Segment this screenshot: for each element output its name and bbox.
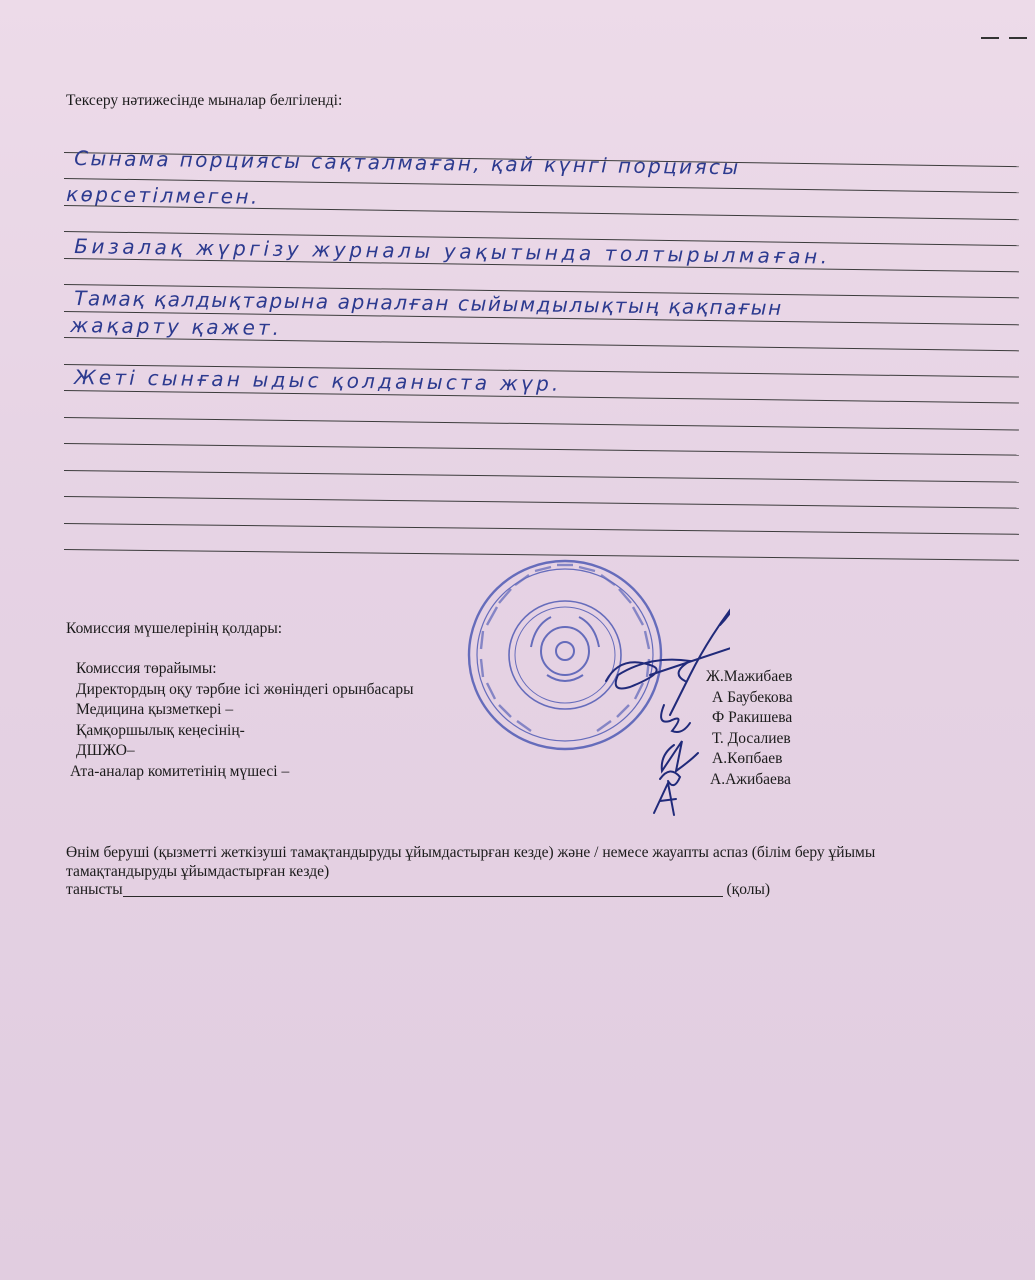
name-3: Ф Ракишева [712, 709, 793, 726]
signatures-title: Комиссия мүшелерінің қолдары: [66, 620, 283, 637]
acquainted-label: танысты [66, 881, 123, 898]
role-medical-worker: Медицина қызметкері – [76, 701, 234, 718]
findings-heading: Тексеру нәтижесінде мыналар белгіленді: [66, 92, 343, 109]
role-dshzho: ДШЖО– [76, 742, 135, 759]
role-trustee-council: Қамқоршылық кеңесінің- [76, 721, 245, 739]
finding-line-1: Сынама порциясы сақталмаған, қай күнгі порциясы [74, 146, 741, 180]
handwritten-signatures [590, 595, 730, 825]
finding-line-3: Бизалақ жүргізу журналы уақытында толтырылмаған. [74, 234, 831, 269]
name-5: А.Көпбаев [712, 750, 783, 767]
finding-line-6: Жеті сынған ыдыс қолданыста жүр. [74, 365, 562, 396]
signature-label: (қолы) [726, 881, 771, 898]
acquainted-line [66, 881, 986, 900]
finding-line-5: жақарту қажет. [70, 313, 283, 340]
commission-roles [70, 659, 414, 782]
footer-block [66, 844, 986, 900]
finding-line-4: Тамақ қалдықтарына арналған сыйымдылықтың қақпағын [74, 286, 784, 320]
role-deputy-director: Директордың оқу тәрбие ісі жөніндегі орынбасары [76, 680, 414, 698]
commission-names [706, 667, 793, 790]
name-1: Ж.Мажибаев [706, 668, 793, 685]
name-2: А Баубекова [712, 688, 793, 706]
name-6: А.Ажибаева [710, 770, 791, 788]
finding-line-2: көрсетілмеген. [66, 182, 260, 209]
corner-mark [981, 28, 1027, 34]
footer-text: Өнім беруші (қызметті жеткізуші тамақтандыруды ұйымдастырған кезде) және / немесе жауапты аспаз (білім беру ұйымы тамақтандыруды ұйымдастырған кезде) [66, 844, 876, 880]
signature-blank [123, 896, 723, 897]
role-parents-committee: Ата-аналар комитетінің мүшесі – [70, 762, 290, 780]
role-chair: Комиссия төрайымы: [76, 660, 217, 677]
name-4: Т. Досалиев [712, 729, 791, 747]
